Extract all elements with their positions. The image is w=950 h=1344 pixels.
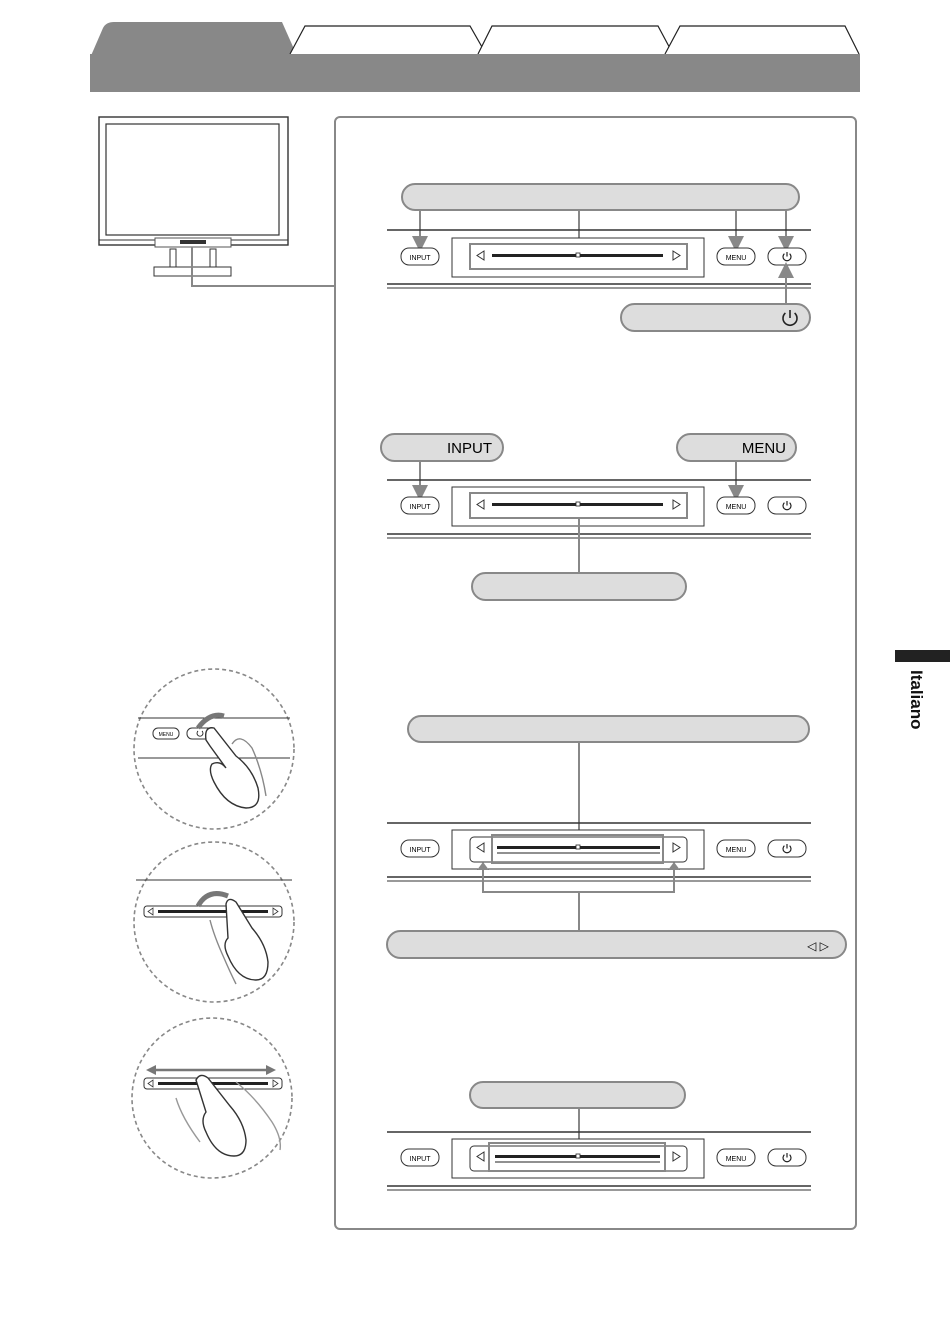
tab-3[interactable] bbox=[478, 26, 673, 54]
input-button-label: INPUT bbox=[409, 1156, 431, 1163]
gesture-press-illustration bbox=[134, 669, 294, 829]
callout-all-buttons bbox=[402, 184, 799, 210]
tab-2[interactable] bbox=[290, 26, 486, 54]
input-button-label: INPUT bbox=[409, 504, 431, 511]
callout-slider-bar bbox=[470, 1082, 685, 1108]
callout-input-label: INPUT bbox=[447, 440, 492, 457]
callout-slider bbox=[472, 573, 686, 600]
tab-4[interactable] bbox=[665, 26, 859, 54]
callout-slider-area bbox=[408, 716, 809, 742]
gesture-swipe-illustration bbox=[132, 1018, 292, 1178]
menu-button-label: MENU bbox=[725, 255, 747, 262]
language-tab-label: Italiano bbox=[907, 670, 926, 730]
tab-active[interactable] bbox=[90, 22, 298, 58]
header-bar bbox=[90, 54, 860, 92]
callout-menu-label: MENU bbox=[741, 440, 786, 457]
menu-button-label: MENU bbox=[725, 1156, 747, 1163]
input-button-label: INPUT bbox=[409, 255, 431, 262]
menu-button-label: MENU bbox=[725, 847, 747, 854]
gesture-tap-illustration bbox=[134, 842, 294, 1002]
language-tab bbox=[906, 670, 926, 770]
callout-power bbox=[621, 304, 810, 331]
arrow-symbols: ◁ ▷ bbox=[807, 939, 829, 953]
monitor-icon bbox=[99, 117, 288, 276]
input-button-label: INPUT bbox=[409, 847, 431, 854]
language-tab-marker bbox=[895, 650, 950, 662]
menu-button-label: MENU bbox=[725, 504, 747, 511]
menu-button-label: MENU bbox=[158, 732, 174, 738]
callout-arrows bbox=[387, 931, 846, 958]
header-tabs bbox=[90, 22, 860, 92]
